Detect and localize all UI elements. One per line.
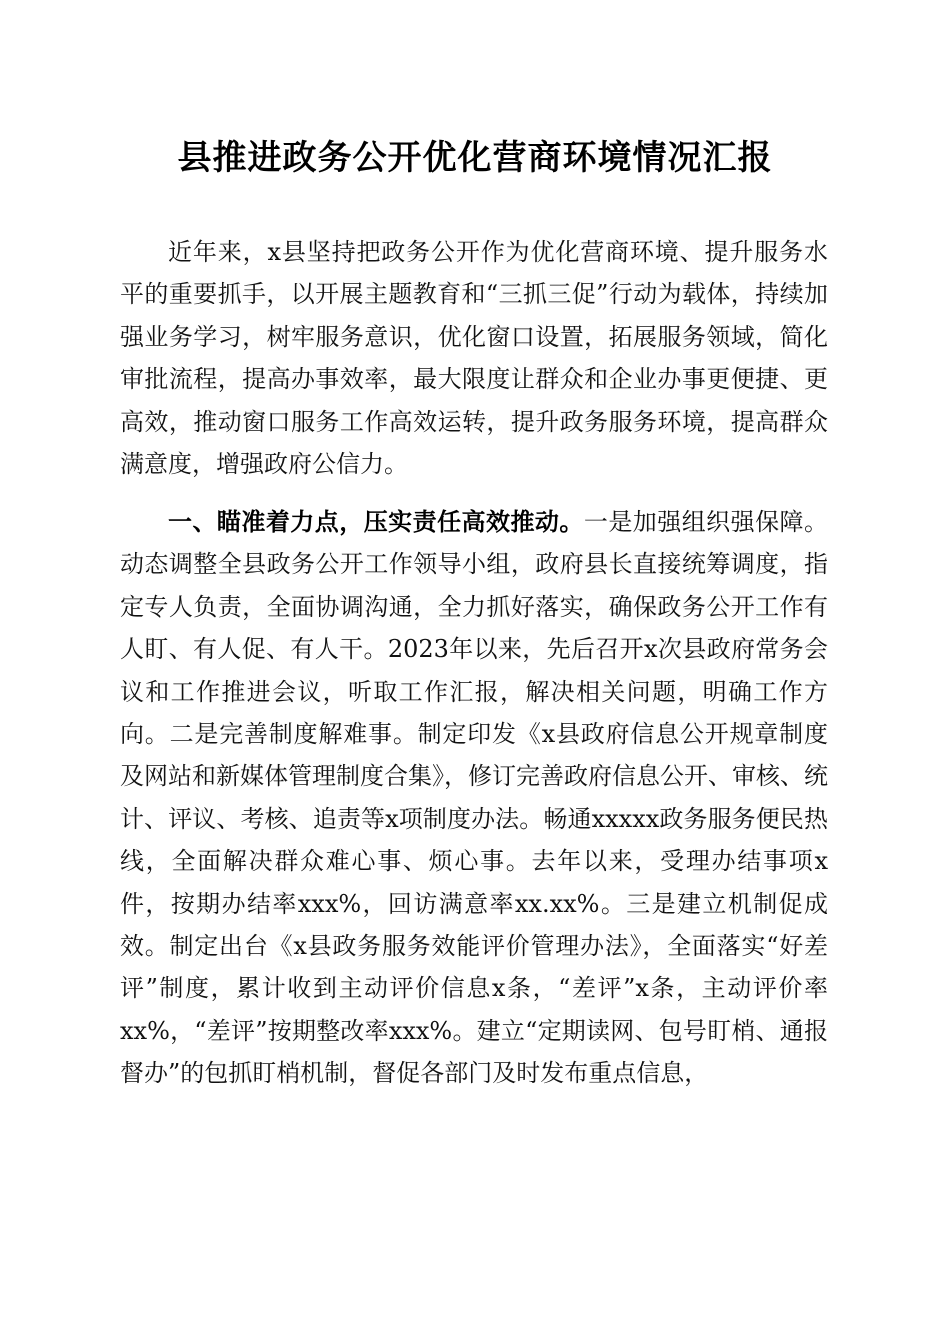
section-1-paragraph [120, 501, 828, 1095]
intro-paragraph: 近年来，x县坚持把政务公开作为优化营商环境、提升服务水平的重要抓手，以开展主题教育和“三抓三促”行动为载体，持续加强业务学习，树牢服务意识，优化窗口设置，拓展服务领域，简化审批流程，提高办事效率，最大限度让群众和企业办事更便捷、更高效，推动窗口服务工作高效运转，提升政务服务环境，提高群众满意度，增强政府公信力。 [120, 238, 828, 479]
section-1-heading: 一、瞄准着力点，压实责任高效推动。 [168, 508, 584, 536]
section-1-text: 一是加强组织强保障。动态调整全县政务公开工作领导小组，政府县长直接统筹调度，指定专人负责，全面协调沟通，全力抓好落实，确保政务公开工作有人盯、有人促、有人干。2023年以来，先后召开x次县政府常务会议和工作推进会议，听取工作汇报，解决相关问题，明确工作方向。二是完善制度解难事。制定印发《x县政府信息公开规章制度及网站和新媒体管理制度合集》，修订完善政府信息公开、审核、统计、评议、考核、追责等x项制度办法。畅通xxxxx政务服务便民热线，全面解决群众难心事、烦心事。去年以来，受理办结事项x件，按期办结率xxx%，回访满意率xx.xx%。三是建立机制促成效。制定出台《x县政务服务效能评价管理办法》，全面落实“好差评”制度，累计收到主动评价信息x条，“差评”x条，主动评价率xx%，“差评”按期整改率xxx%。建立“定期读网、包号盯梢、通报督办”的包抓盯梢机制，督促各部门及时发布重点信息， [120, 508, 829, 1088]
document-title: 县推进政务公开优化营商环境情况汇报 [177, 138, 773, 178]
